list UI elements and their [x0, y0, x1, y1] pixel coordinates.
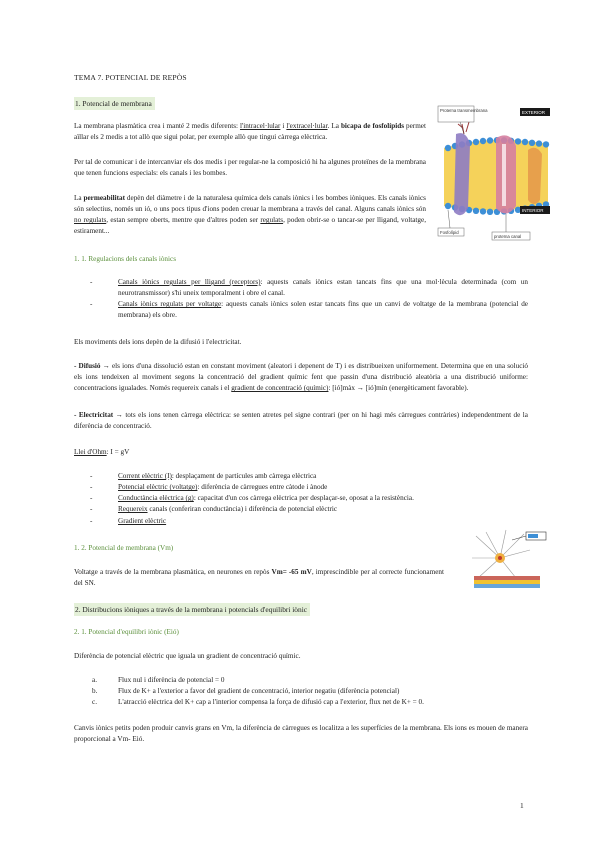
list-item: b. Flux de K+ a l'exterior a favor del gradient de concentració, interior negatiu (diferència potencial)	[92, 687, 400, 696]
membrane-figure	[436, 104, 552, 246]
neuron-figure	[466, 528, 558, 592]
paragraph-movements: Els moviments dels ions depèn de la difusió i l'electricitat.	[74, 338, 242, 346]
list-item: a. Flux nul i diferència de potencial = 0	[92, 676, 225, 684]
list-item: - Canals iònics regulats per lligand (receptors): aquests canals iònics estan tancats fins que una mol·lècula determinada (com un neurotransmissor) s'hi uneix temporalment i obre el canal.	[74, 277, 528, 299]
membrane-illustration	[436, 104, 552, 246]
paragraph-final: Canvis iònics petits poden produir canvis grans en Vm, la diferència de càrregues es localitza a les superfícies de la membrana. Els ions es mouen de manera proporcional a Vm- Eió.	[74, 724, 528, 744]
list-item: - Potencial elèctric (voltatge): diferència de càrregues entre càtode i ànode	[74, 482, 528, 493]
label-exterior: EXTERIOR	[522, 110, 546, 115]
section-2-1-heading: 2. 1. Potencial d'equilibri iònic (Eió)	[74, 628, 179, 636]
section-1-1-heading: 1. 1. Regulacions dels canals iònics	[74, 255, 177, 263]
label-protein: Proteïna transmembrana	[440, 108, 488, 113]
section-1-2-heading: 1. 2. Potencial de membrana (Vm)	[74, 544, 174, 552]
label-channel: proteïna canal	[494, 234, 522, 239]
paragraph-membrane: La membrana plasmàtica crea i manté 2 medis diferents: l'intracel·lular i l'extracel·lular. La bicapa de fosfolípids permet aïllar els 2 medis a tot allò que sigui polar, per exemple allò que tingui càrrega elèctrica.	[74, 122, 426, 142]
list-item: - Gradient elèctric	[74, 516, 528, 527]
label-interior: INTERIOR	[522, 208, 544, 213]
paragraph-channels: Per tal de comunicar i de intercanviar els dos medis i per regular-ne la composició hi ha algunes proteïnes de la membrana que tenen funcions especials: els canals i les bombes.	[74, 158, 426, 178]
paragraph-permeability: La permeabilitat depèn del diàmetre i de la naturalesa química dels canals iònics i les bombes iòniques. Els canals iònics són selectius, només un ió, o uns pocs tipus d'ions poden creuar la membrana a través del canal. Alguns canals iònics són no regulats, estan sempre oberts, mentre que d'altres poden ser regulats, poden obrir-se o tancar-se per lligand, voltatge, estirament...	[74, 194, 426, 236]
list-item: - Conductància elèctrica (g): capacitat d'un cos càrrega elèctrica per desplaçar-se, oposat a la resistència.	[74, 493, 528, 504]
document-title: TEMA 7. POTENCIAL DE REPÒS	[74, 73, 187, 82]
label-lipid: Fosfolípid	[440, 230, 459, 235]
neuron-illustration	[466, 528, 558, 592]
section-2-heading: 2. Distribucions iòniques a través de la membrana i potencials d'equilibri iònic	[74, 603, 310, 616]
section-1-heading: 1. Potencial de membrana	[74, 97, 155, 110]
ohm-law: Llei d'Ohm: I = gV	[74, 448, 130, 456]
paragraph-electricitat: - Electricitat → tots els ions tenen càrrega elèctrica: se senten atretes pel signe contrari (per on hi hagi més càrregues contràries) independentment de la diferència de concentració.	[74, 411, 528, 431]
ohm-list	[74, 471, 528, 527]
page-number: 1	[520, 801, 524, 810]
list-item: c. L'atracció elèctrica del K+ cap a l'interior compensa la força de difusió cap a l'exterior, flux net de K+ = 0.	[92, 698, 424, 707]
list-item: - Corrent elèctric (I): desplaçament de partícules amb càrrega elèctrica	[74, 471, 528, 482]
paragraph-difusio: - Difusió → els ions d'una dissolució estan en constant moviment (aleatori i depenent de T) i es distribueixen uniformement. Determina que en una solució els ions tendeixen al moviment segons la concentració del gradient químic fent que passin d'una distribució aleatòria a una distribució uniforme: concentracions igualades. Només requereix canals i el gradient de concentració (químic): [ió]màx → [ió]mín (energèticament favorable).	[74, 362, 528, 393]
list-item: - Requereix canals (conferiran conductància) i diferència de potencial elèctric	[74, 504, 528, 515]
equilibrium-list	[74, 675, 528, 708]
regulation-list	[74, 277, 528, 322]
list-item: - Canals iònics regulats per voltatge: aquests canals iònics solen estar tancats fins que un canvi de voltatge de la membrana (potencial de membrana) els obre.	[74, 299, 528, 321]
paragraph-vm: Voltatge a través de la membrana plasmàtica, en neurones en repòs Vm= -65 mV, imprescindible per al correcte funcionament del SN.	[74, 568, 444, 588]
paragraph-equilibrium: Diferència de potencial elèctric que iguala un gradient de concentració químic.	[74, 652, 301, 660]
